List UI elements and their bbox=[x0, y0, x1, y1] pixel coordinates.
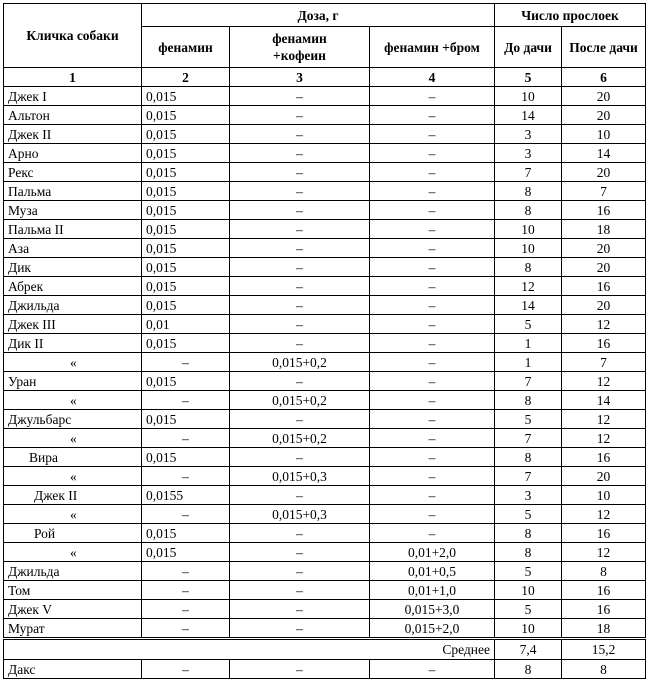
table-row bbox=[4, 296, 646, 315]
phen-brom-cell: – bbox=[370, 429, 495, 448]
phen-brom-cell: – bbox=[370, 258, 495, 277]
phen-brom-cell: – bbox=[370, 334, 495, 353]
after-cell: 12 bbox=[562, 429, 646, 448]
before-cell: 14 bbox=[495, 106, 562, 125]
phen-caffeine-cell: – bbox=[230, 201, 370, 220]
phen-caffeine-cell: – bbox=[230, 372, 370, 391]
dog-name-cell: Пальма bbox=[4, 182, 142, 201]
after-cell: 16 bbox=[562, 277, 646, 296]
phenamine-cell: 0,015 bbox=[142, 277, 230, 296]
table-row bbox=[4, 619, 646, 639]
phenamine-cell: – bbox=[142, 562, 230, 581]
before-cell: 3 bbox=[495, 486, 562, 505]
phenamine-cell: – bbox=[142, 429, 230, 448]
table-row bbox=[4, 277, 646, 296]
table-row bbox=[4, 315, 646, 334]
dog-name-cell: « bbox=[4, 467, 142, 486]
table-row bbox=[4, 144, 646, 163]
table-row bbox=[4, 372, 646, 391]
phenamine-cell: – bbox=[142, 391, 230, 410]
phenamine-cell: 0,015 bbox=[142, 543, 230, 562]
phenamine-cell: 0,015 bbox=[142, 201, 230, 220]
phenamine-cell: – bbox=[142, 619, 230, 639]
phen-caffeine-cell: – bbox=[230, 277, 370, 296]
dog-name-cell: Альтон bbox=[4, 106, 142, 125]
after-cell: 16 bbox=[562, 524, 646, 543]
dog-name-cell: « bbox=[4, 391, 142, 410]
before-cell: 7 bbox=[495, 163, 562, 182]
table-row bbox=[4, 505, 646, 524]
phen-brom-cell: – bbox=[370, 660, 495, 679]
table-row bbox=[4, 239, 646, 258]
dog-name-cell: Рекс bbox=[4, 163, 142, 182]
before-cell: 8 bbox=[495, 182, 562, 201]
phen-brom-cell: 0,01+1,0 bbox=[370, 581, 495, 600]
table-row bbox=[4, 543, 646, 562]
phenamine-cell: 0,015 bbox=[142, 239, 230, 258]
before-cell: 8 bbox=[495, 391, 562, 410]
header-dose-group: Доза, г bbox=[142, 4, 495, 27]
phen-brom-cell: – bbox=[370, 410, 495, 429]
dog-name-cell: Том bbox=[4, 581, 142, 600]
after-cell: 8 bbox=[562, 660, 646, 679]
phen-caffeine-cell: – bbox=[230, 182, 370, 201]
phenamine-cell: – bbox=[142, 353, 230, 372]
phen-caffeine-cell: – bbox=[230, 125, 370, 144]
col-number: 5 bbox=[495, 68, 562, 87]
phen-brom-cell: – bbox=[370, 220, 495, 239]
before-cell: 8 bbox=[495, 524, 562, 543]
before-cell: 10 bbox=[495, 87, 562, 106]
phenamine-cell: – bbox=[142, 600, 230, 619]
table-row bbox=[4, 391, 646, 410]
table-row bbox=[4, 562, 646, 581]
dog-name-cell: Рой bbox=[4, 524, 142, 543]
phenamine-cell: 0,015 bbox=[142, 144, 230, 163]
after-cell: 20 bbox=[562, 296, 646, 315]
phenamine-cell: 0,015 bbox=[142, 163, 230, 182]
table-row bbox=[4, 201, 646, 220]
average-after: 15,2 bbox=[562, 639, 646, 660]
table-row bbox=[4, 486, 646, 505]
after-cell: 18 bbox=[562, 619, 646, 639]
before-cell: 7 bbox=[495, 429, 562, 448]
col-number: 4 bbox=[370, 68, 495, 87]
phen-caffeine-cell: – bbox=[230, 486, 370, 505]
phen-brom-cell: – bbox=[370, 296, 495, 315]
phenamine-cell: 0,015 bbox=[142, 448, 230, 467]
after-cell: 8 bbox=[562, 562, 646, 581]
before-cell: 10 bbox=[495, 239, 562, 258]
phenamine-cell: 0,01 bbox=[142, 315, 230, 334]
before-cell: 8 bbox=[495, 448, 562, 467]
phen-caffeine-cell: 0,015+0,3 bbox=[230, 467, 370, 486]
average-label: Среднее bbox=[370, 639, 495, 660]
before-cell: 8 bbox=[495, 201, 562, 220]
dog-name-cell: « bbox=[4, 543, 142, 562]
dog-name-cell: Вира bbox=[4, 448, 142, 467]
after-cell: 16 bbox=[562, 201, 646, 220]
after-cell: 18 bbox=[562, 220, 646, 239]
after-cell: 10 bbox=[562, 125, 646, 144]
before-cell: 7 bbox=[495, 467, 562, 486]
phen-brom-cell: – bbox=[370, 524, 495, 543]
header-phen-brom: фенамин +бром bbox=[370, 27, 495, 68]
after-cell: 16 bbox=[562, 600, 646, 619]
phen-brom-cell: – bbox=[370, 182, 495, 201]
header-dog-name: Кличка собаки bbox=[4, 4, 142, 68]
after-cell: 10 bbox=[562, 486, 646, 505]
phen-caffeine-cell: – bbox=[230, 660, 370, 679]
phenamine-cell: 0,015 bbox=[142, 87, 230, 106]
phen-caffeine-cell: – bbox=[230, 600, 370, 619]
phen-caffeine-cell: – bbox=[230, 144, 370, 163]
phen-brom-cell: – bbox=[370, 201, 495, 220]
after-cell: 12 bbox=[562, 505, 646, 524]
dog-name-cell: Джек II bbox=[4, 486, 142, 505]
phenamine-cell: 0,015 bbox=[142, 125, 230, 144]
phen-caffeine-cell: – bbox=[230, 581, 370, 600]
dog-name-cell: Джильда bbox=[4, 296, 142, 315]
before-cell: 8 bbox=[495, 258, 562, 277]
phen-brom-cell: – bbox=[370, 163, 495, 182]
before-cell: 5 bbox=[495, 600, 562, 619]
phen-brom-cell: – bbox=[370, 353, 495, 372]
col-number: 1 bbox=[4, 68, 142, 87]
before-cell: 5 bbox=[495, 315, 562, 334]
phen-caffeine-cell: 0,015+0,2 bbox=[230, 429, 370, 448]
before-cell: 3 bbox=[495, 125, 562, 144]
dog-name-cell: « bbox=[4, 505, 142, 524]
table-row bbox=[4, 429, 646, 448]
phen-caffeine-cell: – bbox=[230, 334, 370, 353]
before-cell: 5 bbox=[495, 410, 562, 429]
phen-caffeine-cell: – bbox=[230, 296, 370, 315]
before-cell: 3 bbox=[495, 144, 562, 163]
table-row bbox=[4, 524, 646, 543]
table-row bbox=[4, 182, 646, 201]
phenamine-cell: 0,015 bbox=[142, 296, 230, 315]
header-phen-caffeine bbox=[230, 27, 370, 68]
dog-name-cell: Аза bbox=[4, 239, 142, 258]
phen-caffeine-cell: – bbox=[230, 619, 370, 639]
dog-name-cell: Дик bbox=[4, 258, 142, 277]
phen-caffeine-cell: – bbox=[230, 239, 370, 258]
phenamine-cell: 0,015 bbox=[142, 106, 230, 125]
after-cell: 12 bbox=[562, 410, 646, 429]
average-before: 7,4 bbox=[495, 639, 562, 660]
phenamine-cell: – bbox=[142, 660, 230, 679]
col-number: 3 bbox=[230, 68, 370, 87]
header-phen-caffeine-line1: фенамин bbox=[272, 31, 327, 46]
header-before: До дачи bbox=[495, 27, 562, 68]
phenamine-cell: – bbox=[142, 581, 230, 600]
phen-caffeine-cell: – bbox=[230, 315, 370, 334]
dog-name-cell: Дакс bbox=[4, 660, 142, 679]
after-cell: 16 bbox=[562, 581, 646, 600]
dog-name-cell: « bbox=[4, 429, 142, 448]
dog-name-cell: Абрек bbox=[4, 277, 142, 296]
after-cell: 20 bbox=[562, 87, 646, 106]
table-row bbox=[4, 125, 646, 144]
after-cell: 7 bbox=[562, 182, 646, 201]
dog-name-cell: Джек II bbox=[4, 125, 142, 144]
phenamine-cell: – bbox=[142, 467, 230, 486]
table-row bbox=[4, 600, 646, 619]
dog-name-cell: Дик II bbox=[4, 334, 142, 353]
dog-name-cell: Джек V bbox=[4, 600, 142, 619]
after-cell: 7 bbox=[562, 353, 646, 372]
header-phenamine: фенамин bbox=[142, 27, 230, 68]
average-empty-cell bbox=[4, 639, 142, 660]
phen-brom-cell: 0,01+0,5 bbox=[370, 562, 495, 581]
table-row bbox=[4, 467, 646, 486]
phen-caffeine-cell: – bbox=[230, 163, 370, 182]
after-cell: 20 bbox=[562, 106, 646, 125]
phenamine-cell: 0,015 bbox=[142, 410, 230, 429]
phen-caffeine-cell: – bbox=[230, 87, 370, 106]
table-row bbox=[4, 87, 646, 106]
phenamine-cell: 0,015 bbox=[142, 182, 230, 201]
before-cell: 1 bbox=[495, 353, 562, 372]
column-number-row bbox=[4, 68, 646, 87]
after-cell: 16 bbox=[562, 334, 646, 353]
phen-brom-cell: 0,015+3,0 bbox=[370, 600, 495, 619]
phen-brom-cell: – bbox=[370, 87, 495, 106]
phen-brom-cell: – bbox=[370, 106, 495, 125]
after-cell: 12 bbox=[562, 543, 646, 562]
phen-brom-cell: – bbox=[370, 277, 495, 296]
before-cell: 10 bbox=[495, 220, 562, 239]
phen-caffeine-cell: – bbox=[230, 258, 370, 277]
dog-name-cell: Мурат bbox=[4, 619, 142, 639]
dog-dose-table bbox=[3, 3, 646, 679]
phen-caffeine-cell: – bbox=[230, 562, 370, 581]
phenamine-cell: 0,015 bbox=[142, 524, 230, 543]
phen-brom-cell: – bbox=[370, 315, 495, 334]
table-row bbox=[4, 163, 646, 182]
phen-caffeine-cell: – bbox=[230, 543, 370, 562]
dog-name-cell: « bbox=[4, 353, 142, 372]
before-cell: 12 bbox=[495, 277, 562, 296]
average-empty-cell bbox=[142, 639, 230, 660]
after-cell: 20 bbox=[562, 467, 646, 486]
dog-name-cell: Арно bbox=[4, 144, 142, 163]
before-cell: 7 bbox=[495, 372, 562, 391]
after-cell: 12 bbox=[562, 372, 646, 391]
col-number: 6 bbox=[562, 68, 646, 87]
before-cell: 8 bbox=[495, 543, 562, 562]
table-row bbox=[4, 353, 646, 372]
table-row bbox=[4, 448, 646, 467]
after-cell: 20 bbox=[562, 239, 646, 258]
after-cell: 12 bbox=[562, 315, 646, 334]
after-cell: 20 bbox=[562, 258, 646, 277]
after-cell: 16 bbox=[562, 448, 646, 467]
table-row bbox=[4, 410, 646, 429]
before-cell: 10 bbox=[495, 581, 562, 600]
before-cell: 1 bbox=[495, 334, 562, 353]
phen-brom-cell: – bbox=[370, 125, 495, 144]
phen-caffeine-cell: – bbox=[230, 220, 370, 239]
phenamine-cell: 0,015 bbox=[142, 334, 230, 353]
phen-brom-cell: – bbox=[370, 144, 495, 163]
phen-brom-cell: – bbox=[370, 467, 495, 486]
header-layers-group: Число прослоек bbox=[495, 4, 646, 27]
after-cell: 14 bbox=[562, 144, 646, 163]
phen-caffeine-cell: 0,015+0,3 bbox=[230, 505, 370, 524]
dog-name-cell: Уран bbox=[4, 372, 142, 391]
average-row bbox=[4, 639, 646, 660]
header-after: После дачи bbox=[562, 27, 646, 68]
table-row bbox=[4, 334, 646, 353]
after-cell: 20 bbox=[562, 163, 646, 182]
dog-name-cell: Джек I bbox=[4, 87, 142, 106]
table-row bbox=[4, 258, 646, 277]
average-empty-cell bbox=[230, 639, 370, 660]
phenamine-cell: 0,0155 bbox=[142, 486, 230, 505]
before-cell: 5 bbox=[495, 505, 562, 524]
phen-caffeine-cell: – bbox=[230, 448, 370, 467]
phen-caffeine-cell: – bbox=[230, 524, 370, 543]
phen-brom-cell: 0,01+2,0 bbox=[370, 543, 495, 562]
phenamine-cell: 0,015 bbox=[142, 220, 230, 239]
dog-name-cell: Муза bbox=[4, 201, 142, 220]
phen-brom-cell: – bbox=[370, 372, 495, 391]
dog-name-cell: Джек III bbox=[4, 315, 142, 334]
header-phen-caffeine-line2: +кофеин bbox=[273, 48, 326, 63]
dog-name-cell: Джульбарс bbox=[4, 410, 142, 429]
phen-caffeine-cell: 0,015+0,2 bbox=[230, 353, 370, 372]
table-row bbox=[4, 106, 646, 125]
phen-brom-cell: – bbox=[370, 486, 495, 505]
table-row bbox=[4, 220, 646, 239]
before-cell: 8 bbox=[495, 660, 562, 679]
phen-caffeine-cell: 0,015+0,2 bbox=[230, 391, 370, 410]
phen-brom-cell: – bbox=[370, 239, 495, 258]
col-number: 2 bbox=[142, 68, 230, 87]
table-row bbox=[4, 581, 646, 600]
phen-brom-cell: – bbox=[370, 448, 495, 467]
dog-name-cell: Пальма II bbox=[4, 220, 142, 239]
phen-caffeine-cell: – bbox=[230, 106, 370, 125]
phenamine-cell: 0,015 bbox=[142, 258, 230, 277]
phen-brom-cell: 0,015+2,0 bbox=[370, 619, 495, 639]
phenamine-cell: 0,015 bbox=[142, 372, 230, 391]
before-cell: 14 bbox=[495, 296, 562, 315]
before-cell: 10 bbox=[495, 619, 562, 639]
dog-name-cell: Джильда bbox=[4, 562, 142, 581]
phenamine-cell: – bbox=[142, 505, 230, 524]
phen-caffeine-cell: – bbox=[230, 410, 370, 429]
after-cell: 14 bbox=[562, 391, 646, 410]
phen-brom-cell: – bbox=[370, 391, 495, 410]
before-cell: 5 bbox=[495, 562, 562, 581]
phen-brom-cell: – bbox=[370, 505, 495, 524]
